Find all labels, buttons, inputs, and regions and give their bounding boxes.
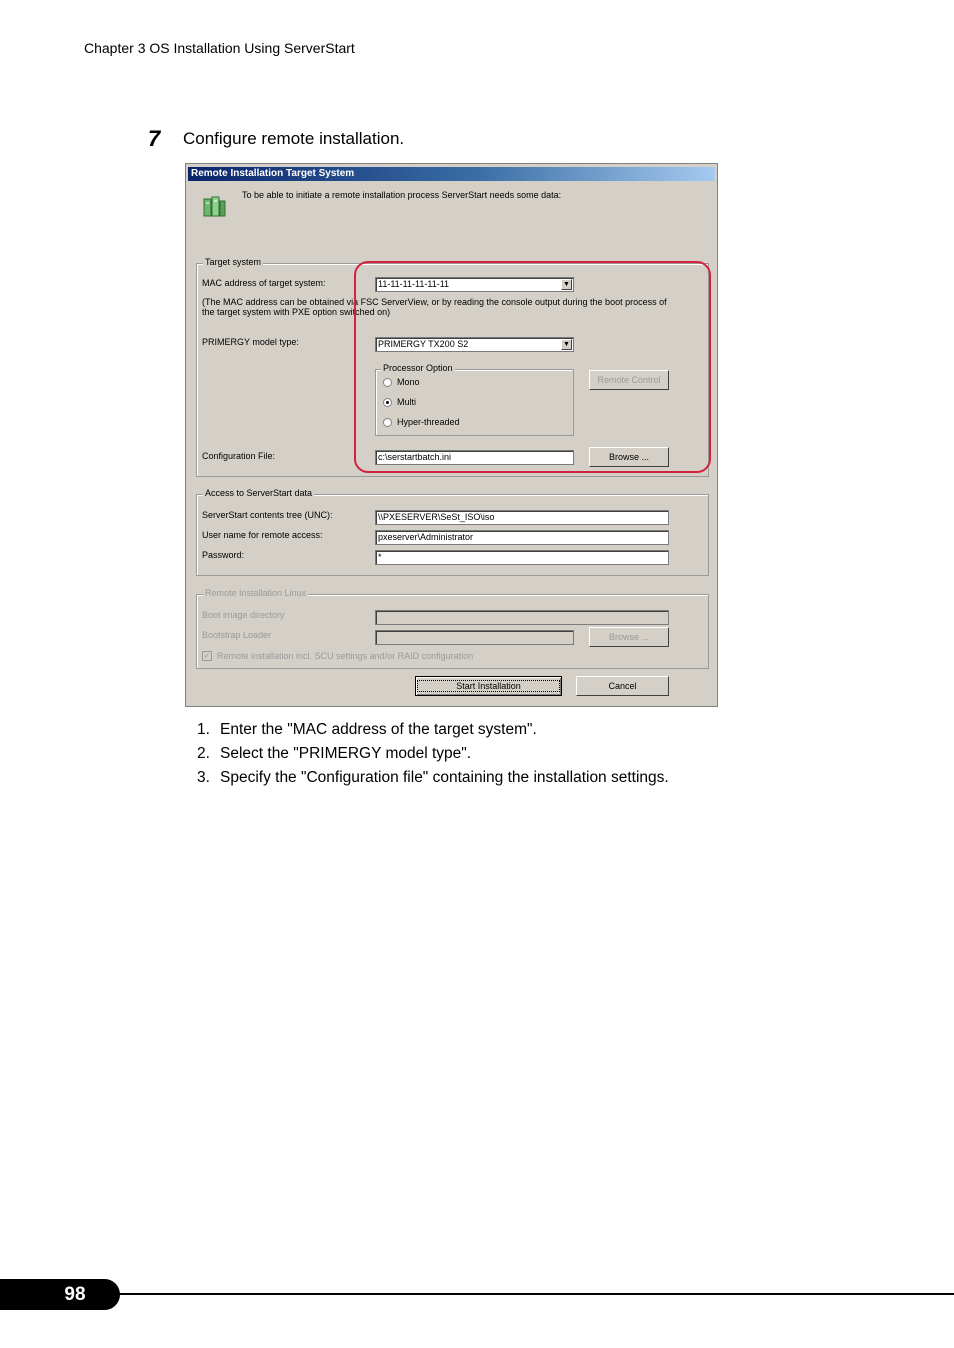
contents-tree-label: ServerStart contents tree (UNC): [202,510,333,520]
boot-image-input[interactable] [375,610,669,625]
browse-bootstrap-button[interactable]: Browse ... [589,627,669,647]
bootstrap-loader-label: Bootstrap Loader [202,630,272,640]
dialog-intro: To be able to initiate a remote installation process ServerStart needs some data: [242,190,562,200]
configuration-file-input[interactable]: c:\serstartbatch.ini [375,450,574,465]
configuration-file-label: Configuration File: [202,451,276,461]
server-icon [201,194,227,220]
model-type-label: PRIMERGY model type: [202,337,299,347]
remote-control-button[interactable]: Remote Control [589,370,669,390]
step-heading: Configure remote installation. [183,129,405,148]
linux-legend: Remote Installation Linux [205,588,307,598]
instruction-list [197,718,669,790]
access-data-legend: Access to ServerStart data [205,488,313,498]
dialog-titlebar: Remote Installation Target System [188,167,715,181]
scu-raid-checkbox[interactable]: ✓ [203,651,211,660]
footer-rule [110,1293,954,1295]
bootstrap-loader-input[interactable] [375,630,574,645]
model-type-value: PRIMERGY TX200 S2 [378,339,469,349]
user-name-label: User name for remote access: [202,530,323,540]
user-name-input[interactable]: pxeserver\Administrator [375,530,669,545]
start-installation-button[interactable] [415,676,562,696]
browse-config-button[interactable]: Browse ... [589,447,669,467]
password-label: Password: [202,550,245,560]
radio-mono-label: Mono [397,377,420,387]
chevron-down-icon[interactable]: ▼ [561,279,572,290]
step-number: 7 [148,126,161,151]
list-item: 2. Select the "PRIMERGY model type". [197,745,472,762]
contents-tree-input[interactable]: \\PXESERVER\SeSt_ISO\iso [375,510,669,525]
processor-option-legend: Processor Option [383,363,453,373]
mac-address-value: 11-11-11-11-11-11 [378,279,450,289]
list-item: 3. Specify the "Configuration file" containing the installation settings. [197,769,669,786]
list-item: 1. Enter the "MAC address of the target system". [197,721,537,738]
scu-raid-checkbox-label: Remote installation incl. SCU settings and/or RAID configuration [217,651,474,661]
mac-address-note: (The MAC address can be obtained via FSC ServerView, or by reading the console output during the boot process of the target system with PXE option switched on) [202,297,667,317]
cancel-button[interactable]: Cancel [576,676,669,696]
start-installation-label: Start Installation [417,680,560,692]
chevron-down-icon[interactable]: ▼ [561,339,572,350]
radio-hyper-threaded-label: Hyper-threaded [397,417,460,427]
boot-image-label: Boot image directory [202,610,285,620]
target-system-legend: Target system [205,257,262,267]
page-number: 98 [0,1279,120,1310]
mac-address-label: MAC address of target system: [202,278,326,288]
highlight-callout [354,261,711,473]
radio-multi-label: Multi [397,397,417,407]
chapter-header: Chapter 3 OS Installation Using ServerStart [84,40,355,56]
password-input[interactable]: * [375,550,669,565]
